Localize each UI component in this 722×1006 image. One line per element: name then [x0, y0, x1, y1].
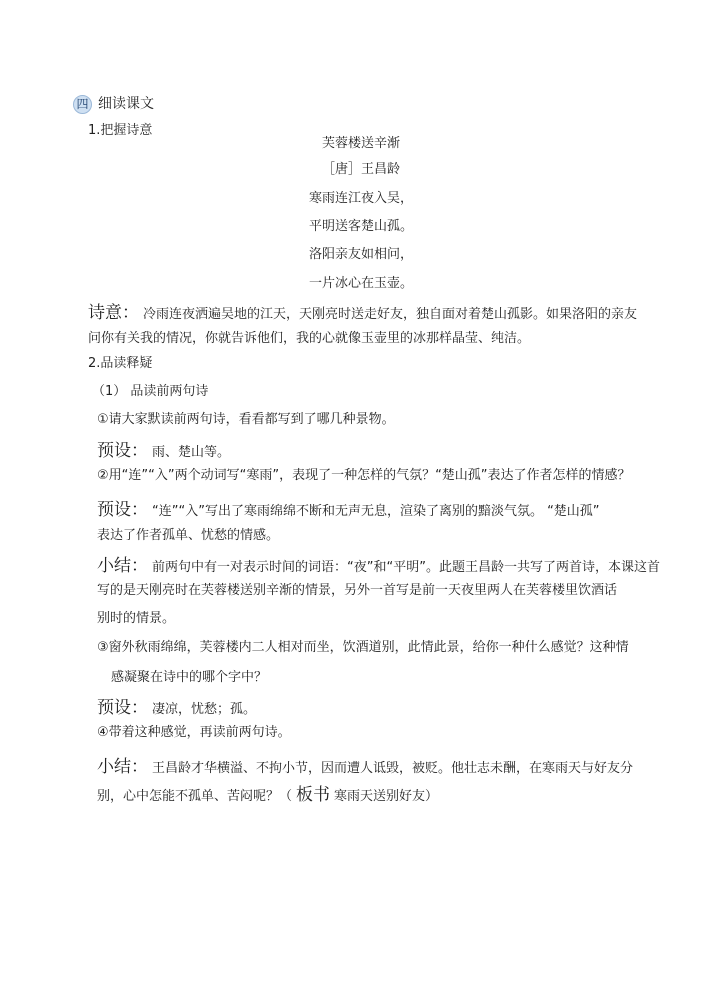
section-number-badge: 四 [73, 95, 92, 114]
preset-label: 预设： [97, 698, 148, 718]
summary-2-line-1 [97, 752, 633, 777]
summary-label: 小结： [97, 757, 148, 777]
summary-2-line-2-pre: 别，心中怎能不孤单、苦闷呢？（ [97, 789, 293, 804]
meaning-label: 诗意： [88, 303, 139, 323]
poem-line-3: 洛阳亲友如相问， [308, 247, 413, 262]
preset-3 [97, 693, 256, 718]
summary-text: 王昌龄才华横溢、不拘小节，因而遭人诋毁，被贬。他壮志未酬，在寒雨天与好友分 [152, 761, 634, 776]
preset-text: “连”“入”写出了寒雨绵绵不断和无声无息，渲染了离别的黯淡气氛。 “楚山孤” [152, 504, 600, 519]
poem-line-2: 平明送客楚山孤。 [308, 219, 413, 234]
poem-line-1: 寒雨连江夜入吴， [308, 191, 413, 206]
preset-2-line-2: 表达了作者孤单、忧愁的情感。 [97, 528, 280, 543]
poem-author: ［唐］王昌龄 [321, 162, 400, 177]
section-title: 细读课文 [98, 96, 154, 112]
question-4: ④带着这种感觉，再读前两句诗。 [97, 725, 291, 740]
summary-2-line-2 [97, 780, 438, 805]
part2-heading: 2.品读释疑 [88, 356, 153, 371]
preset-1 [97, 436, 230, 461]
poem-line-4: 一片冰心在玉壶。 [308, 276, 413, 291]
section-header [73, 93, 154, 114]
question-1: ①请大家默读前两句诗，看看都写到了哪几种景物。 [97, 412, 395, 427]
summary-label: 小结： [97, 556, 148, 576]
question-3-line-1: ③窗外秋雨绵绵，芙蓉楼内二人相对而坐，饮酒道别，此情此景，给你一种什么感觉？这种情 [97, 640, 629, 655]
preset-2-line-1 [97, 495, 600, 520]
summary-text: 前两句中有一对表示时间的词语：“夜”和“平明”。此题王昌龄一共写了两首诗，本课这首 [152, 560, 660, 575]
meaning-line-1 [88, 298, 637, 323]
question-2: ②用“连”“入”两个动词写“寒雨”，表现了一种怎样的气氛？“楚山孤”表达了作者怎样的情感？ [97, 468, 631, 483]
summary-2-line-2-post: 寒雨天送别好友） [334, 789, 439, 804]
part1-heading: 1.把握诗意 [88, 123, 153, 138]
poem-title: 芙蓉楼送辛渐 [321, 136, 400, 151]
summary-1-line-1 [97, 551, 660, 576]
meaning-text-1: 冷雨连夜洒遍吴地的江天，天刚亮时送走好友，独自面对着楚山孤影。如果洛阳的亲友 [143, 307, 638, 322]
preset-label: 预设： [97, 441, 148, 461]
preset-text: 雨、楚山等。 [152, 445, 231, 460]
preset-text: 凄凉，忧愁；孤。 [152, 702, 257, 717]
part2-subheading: （1） 品读前两句诗 [92, 384, 209, 399]
summary-1-line-2: 写的是天刚亮时在芙蓉楼送别辛渐的情景，另外一首写是前一天夜里两人在芙蓉楼里饮酒话 [97, 583, 618, 598]
board-label: 板书 [296, 785, 331, 805]
summary-1-line-3: 别时的情景。 [97, 611, 176, 626]
preset-label: 预设： [97, 500, 148, 520]
question-3-line-2: 感凝聚在诗中的哪个字中？ [111, 670, 268, 685]
meaning-line-2: 问你有关我的情况，你就告诉他们，我的心就像玉壶里的冰那样晶莹、纯洁。 [88, 331, 531, 346]
